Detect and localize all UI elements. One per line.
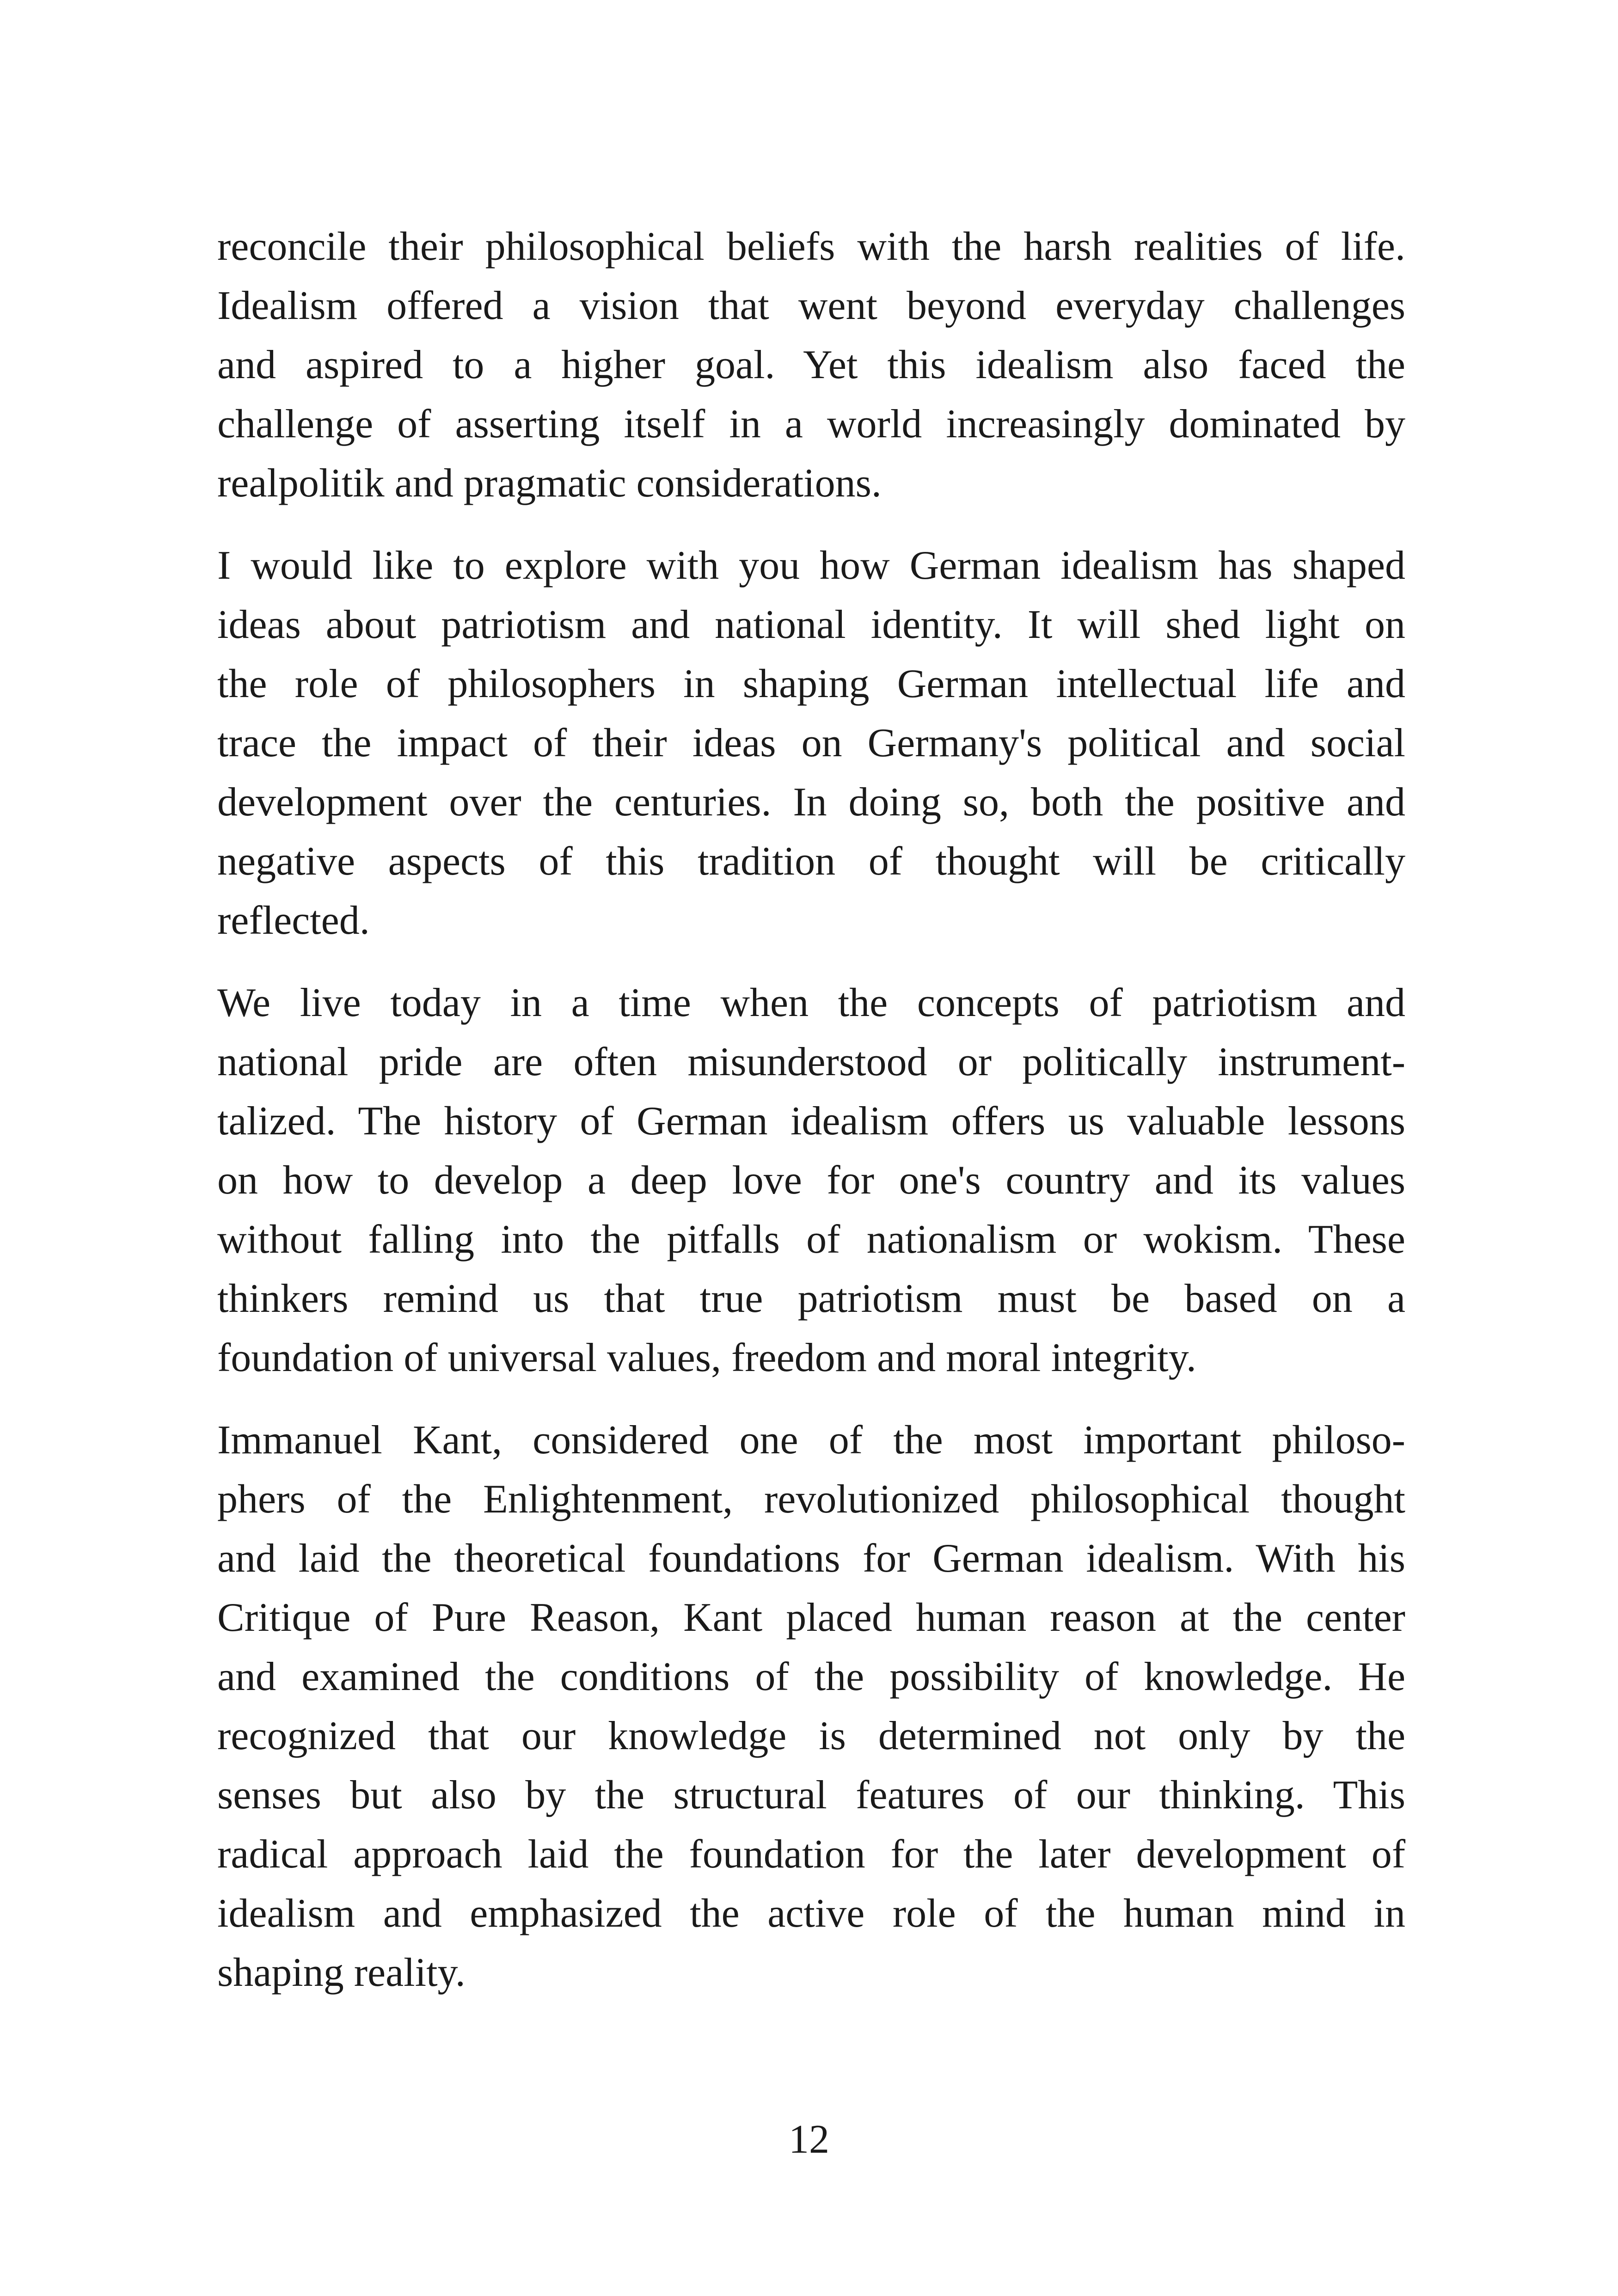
page-number: 12 — [789, 2117, 829, 2162]
text-line: radical approach laid the foundation for the later development of — [217, 1832, 1405, 1877]
text-line: national pride are often misunderstood or politically instrument- — [217, 1040, 1405, 1084]
text-line: without falling into the pitfalls of nationalism or wokism. These — [217, 1217, 1405, 1262]
text-line: Critique of Pure Reason, Kant placed human reason at the center — [217, 1595, 1405, 1640]
text-line: Immanuel Kant, considered one of the most important philoso- — [217, 1418, 1405, 1463]
text-line: and examined the conditions of the possibility of knowledge. He — [217, 1654, 1405, 1699]
text-line: We live today in a time when the concepts of patriotism and — [217, 980, 1405, 1025]
text-line: the role of philosophers in shaping German intellectual life and — [217, 661, 1405, 706]
text-line: foundation of universal values, freedom and moral integrity. — [217, 1335, 1196, 1380]
text-line: realpolitik and pragmatic considerations. — [217, 461, 882, 506]
text-line: negative aspects of this tradition of thought will be critically — [217, 839, 1405, 884]
paragraph — [217, 536, 1405, 950]
text-line: shaping reality. — [217, 1950, 466, 1995]
text-line: on how to develop a deep love for one's country and its values — [217, 1158, 1405, 1203]
paragraph — [217, 217, 1405, 513]
text-line: reconcile their philosophical beliefs with the harsh realities of life. — [217, 224, 1405, 269]
text-line: I would like to explore with you how German idealism has shaped — [217, 543, 1405, 588]
text-line: phers of the Enlightenment, revolutionized philosophical thought — [217, 1477, 1405, 1522]
text-line: talized. The history of German idealism offers us valuable lessons — [217, 1099, 1405, 1144]
text-line: thinkers remind us that true patriotism must be based on a — [217, 1276, 1405, 1321]
paragraph — [217, 974, 1405, 1388]
body-text — [217, 217, 1405, 2026]
text-line: challenge of asserting itself in a world increasingly dominated by — [217, 402, 1405, 447]
text-line: reflected. — [217, 898, 370, 943]
text-line: senses but also by the structural features of our thinking. This — [217, 1773, 1405, 1818]
text-line: recognized that our knowledge is determined not only by the — [217, 1714, 1405, 1758]
text-line: Idealism offered a vision that went beyond everyday challenges — [217, 283, 1405, 328]
paragraph — [217, 1411, 1405, 2002]
text-line: idealism and emphasized the active role of the human mind in — [217, 1891, 1405, 1936]
text-line: trace the impact of their ideas on Germany's political and social — [217, 721, 1405, 765]
text-line: ideas about patriotism and national identity. It will shed light on — [217, 602, 1405, 647]
text-line: and aspired to a higher goal. Yet this idealism also faced the — [217, 343, 1405, 387]
text-line: development over the centuries. In doing so, both the positive and — [217, 780, 1405, 825]
text-line: and laid the theoretical foundations for German idealism. With his — [217, 1536, 1405, 1581]
